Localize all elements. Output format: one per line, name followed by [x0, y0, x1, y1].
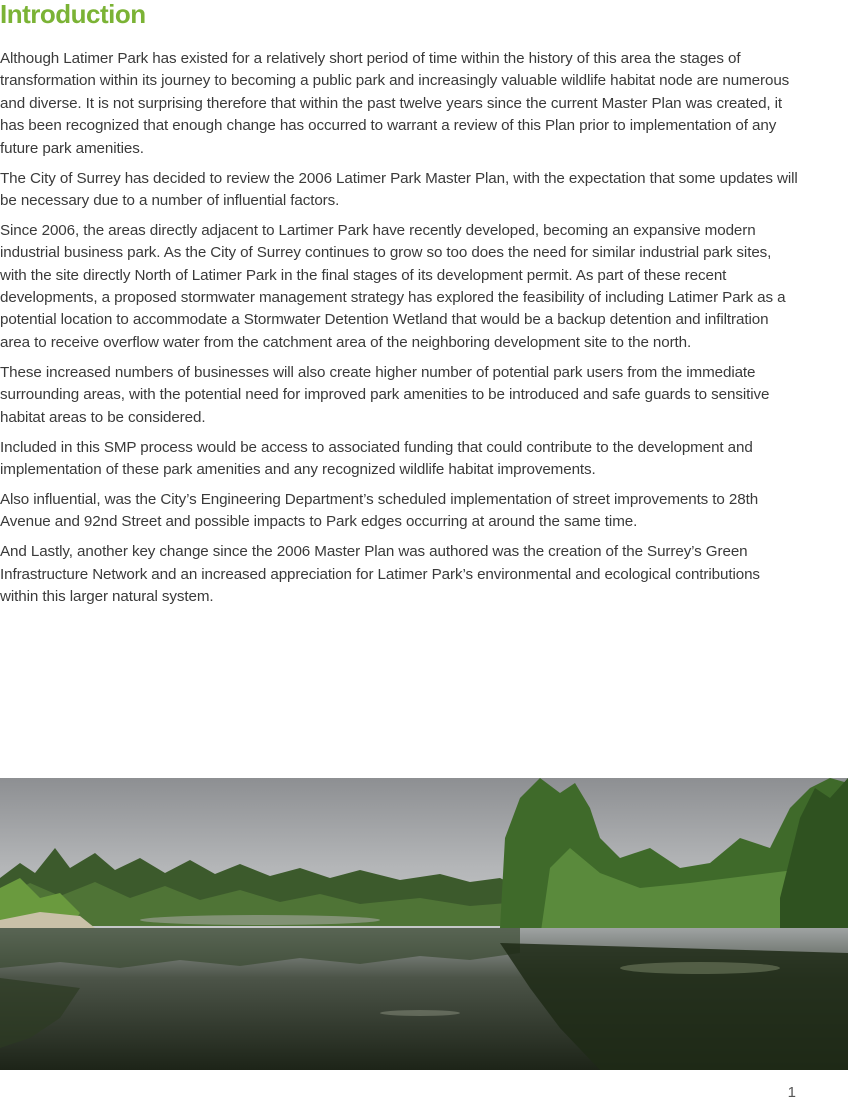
paragraph-7: And Lastly, another key change since the 2006 Master Plan was authored was the creation of the Surrey’s Green Infrastructure Network and an increased appreciation for Latimer Park’s environmental and ecological contributions within this larger natural system. — [0, 543, 760, 605]
page-heading: Introduction — [0, 0, 146, 29]
body-text — [0, 48, 800, 616]
page-number: 1 — [787, 1084, 796, 1101]
paragraph-3: Since 2006, the areas directly adjacent to Lartimer Park have recently developed, becoming an expansive modern industrial business park. As the City of Surrey continues to grow so too does the need for similar industrial park sites, with the site directly North of Latimer Park in the final stages of its development permit. As part of these recent developments, a proposed stormwater management strategy has explored the feasibility of including Latimer Park as a potential location to accommodate a Stormwater Detention Wetland that would be a backup detention and infiltration area to receive overflow water from the catchment area of the neighboring development site to the north. — [0, 221, 786, 351]
paragraph-4: These increased numbers of businesses will also create higher number of potential park users from the immediate surrounding areas, with the potential need for improved park amenities to be introduced and safe guards to sensitive habitat areas to be considered. — [0, 363, 770, 426]
paragraph-5: Included in this SMP process would be access to associated funding that could contribute to the development and implementation of these park amenities and any recognized wildlife habitat improvements. — [0, 438, 753, 478]
paragraph-2: The City of Surrey has decided to review the 2006 Latimer Park Master Plan, with the expectation that some updates will be necessary due to a number of influential factors. — [0, 169, 798, 209]
paragraph-6: Also influential, was the City’s Engineering Department’s scheduled implementation of street improvements to 28th Avenue and 92nd Street and possible impacts to Park edges occurring at around the same time. — [0, 490, 759, 531]
pond-photo — [0, 778, 848, 1070]
paragraph-1: Although Latimer Park has existed for a relatively short period of time within the history of this area the stages of transformation within its journey to becoming a public park and increasingly valuable wildlife habitat node are numerous and diverse. It is not surprising therefore that within the past twelve years since the current Master Plan was created, it has been recognized that enough change has occurred to warrant a review of this Plan prior to implementation of any future park amenities. — [0, 50, 790, 157]
